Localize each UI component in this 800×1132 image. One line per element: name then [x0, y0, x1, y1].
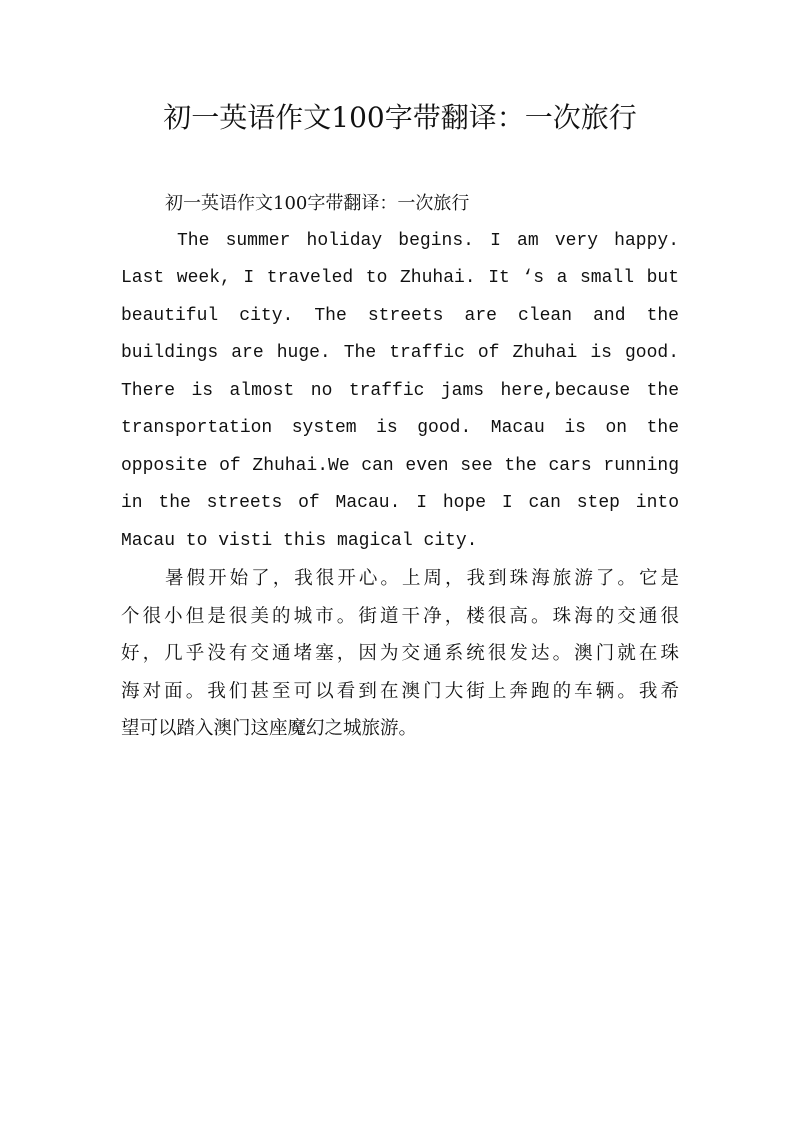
english-line: buildings are huge. The traffic of Zhuhai is good.: [121, 343, 679, 363]
document-subtitle: 初一英语作文100字带翻译：一次旅行: [165, 193, 470, 214]
english-line: Last week, I traveled to Zhuhai. It ‘s a small but: [121, 268, 679, 288]
chinese-line: 暑假开始了，我很开心。上周，我到珠海旅游了。它是: [165, 568, 679, 589]
document-body: [121, 185, 679, 748]
chinese-line: 个很小但是很美的城市。街道干净，楼很高。珠海的交通很: [121, 605, 679, 627]
english-line: beautiful city. The streets are clean and the: [121, 305, 679, 326]
chinese-line: 海对面。我们甚至可以看到在澳门大街上奔跑的车辆。我希: [121, 680, 679, 702]
english-line: The summer holiday begins. I am very happy.: [177, 230, 679, 251]
chinese-line: 望可以踏入澳门这座魔幻之城旅游。: [121, 718, 418, 739]
english-paragraph: [121, 223, 679, 561]
english-line: transportation system is good. Macau is on the: [121, 418, 679, 438]
english-line: in the streets of Macau. I hope I can step into: [121, 493, 679, 513]
english-line: opposite of Zhuhai.We can even see the cars running: [121, 455, 679, 476]
chinese-line: 好，几乎没有交通堵塞，因为交通系统很发达。澳门就在珠: [121, 643, 679, 664]
english-line: Macau to visti this magical city.: [121, 530, 478, 551]
chinese-paragraph: [121, 560, 679, 748]
english-line: There is almost no traffic jams here,because the: [121, 380, 679, 401]
document-title: 初一英语作文100字带翻译：一次旅行: [163, 101, 637, 134]
